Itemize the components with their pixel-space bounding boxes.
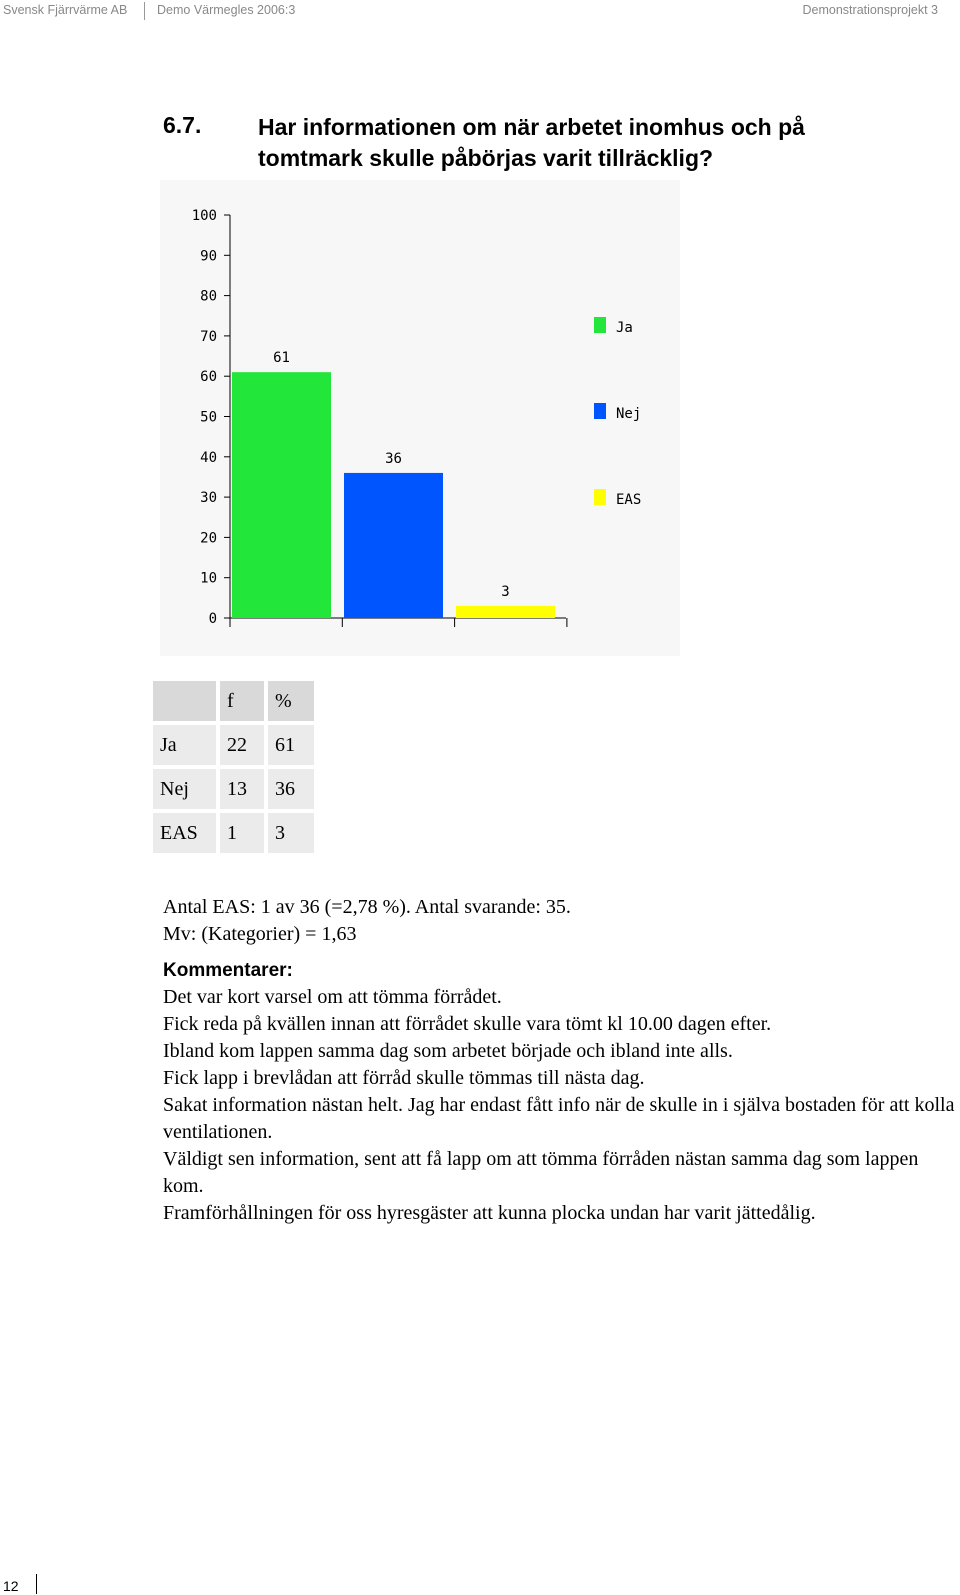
table-cell: Ja [153,725,216,765]
bar [456,606,555,618]
comments-heading: Kommentarer: [163,960,293,981]
bar-value-label: 36 [385,450,402,467]
question-text: Har informationen om när arbetet inomhus och på tomtmark skulle påbörjas varit tillräcklig? [258,114,805,171]
bar-value-label: 3 [501,583,510,600]
y-tick-label: 100 [191,208,217,224]
question-number: 6.7. [163,112,202,138]
page-number: 12 [3,1578,19,1594]
summary-line-mean: Mv: (Kategorier) = 1,63 [163,923,357,945]
legend-swatch [594,317,606,333]
table-row [153,813,314,853]
results-text [163,894,960,1227]
y-tick-label: 40 [200,449,217,466]
table-cell: Nej [153,769,216,809]
header-divider [144,2,145,20]
table-header-cell: % [268,681,314,721]
y-tick-label: 20 [200,530,217,547]
table-cell: 22 [220,725,264,765]
page-header [0,2,960,22]
y-tick-label: 10 [200,570,217,587]
bar-chart [160,180,680,656]
table-cell: 3 [268,813,314,853]
y-tick-label: 0 [208,611,217,627]
bar-value-label: 61 [273,350,290,367]
table-header-cell: f [220,681,264,721]
comment-item: Sakat information nästan helt. Jag har endast fått info när de skulle in i själva bostaden för att kolla ventilationen. [163,1094,955,1143]
y-tick-label: 60 [200,369,217,386]
comment-item: Väldigt sen information, sent att få lapp om att tömma förråden nästan samma dag som lappen kom. [163,1148,919,1197]
y-tick-label: 90 [200,248,217,265]
bar [232,372,331,618]
bar [344,473,443,618]
comment-item: Ibland kom lappen samma dag som arbetet började och ibland inte alls. [163,1040,733,1062]
page-number-divider [36,1574,37,1594]
comment-item: Det var kort varsel om att tömma förrådet. [163,986,502,1008]
table-cell: 36 [268,769,314,809]
y-tick-label: 70 [200,328,217,345]
table-cell: EAS [153,813,216,853]
y-tick-label: 80 [200,288,217,305]
table-cell: 61 [268,725,314,765]
legend-label: EAS [616,492,642,508]
legend-label: Ja [616,320,633,336]
header-document: Demo Värmegles 2006:3 [157,3,296,17]
y-tick-label: 30 [200,490,217,507]
y-tick-label: 50 [200,409,217,426]
table-row [153,769,314,809]
summary-line-eas: Antal EAS: 1 av 36 (=2,78 %). Antal svarande: 35. [163,896,571,918]
legend-swatch [594,403,606,419]
comment-item: Fick lapp i brevlådan att förråd skulle tömmas till nästa dag. [163,1067,645,1089]
header-project: Demonstrationsprojekt 3 [802,3,938,17]
table-header-row [153,681,314,721]
frequency-table [149,677,318,857]
table-cell: 1 [220,813,264,853]
legend-swatch [594,489,606,505]
legend-label: Nej [616,406,642,422]
table-header-cell [153,681,216,721]
header-company: Svensk Fjärrvärme AB [3,3,128,17]
table-cell: 13 [220,769,264,809]
comment-item: Framförhållningen för oss hyresgäster att kunna plocka undan har varit jättedålig. [163,1202,816,1224]
comment-item: Fick reda på kvällen innan att förrådet skulle vara tömt kl 10.00 dagen efter. [163,1013,772,1035]
table-row [153,725,314,765]
